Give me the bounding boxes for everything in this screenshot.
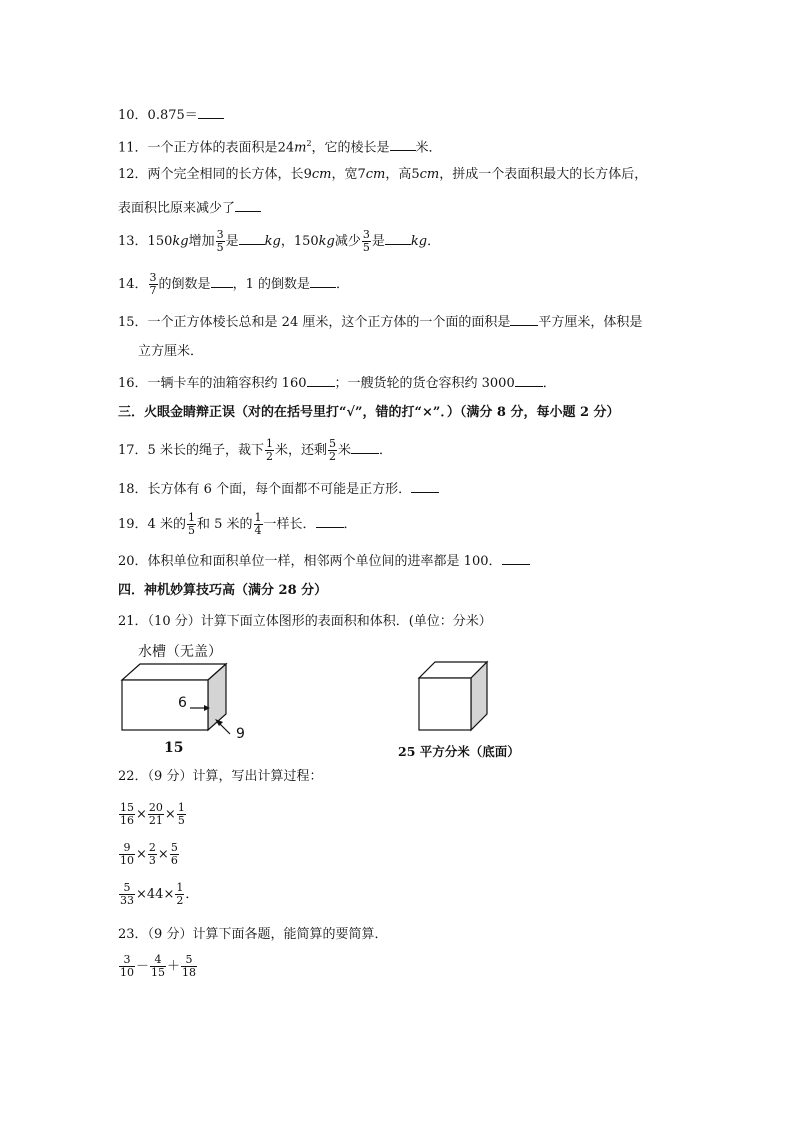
q23-expression-1 xyxy=(118,950,198,984)
section-3-heading: 三．火眼金睛辩正误（对的在括号里打“√”，错的打“×”．）（满分 8 分，每小题 2 分） xyxy=(118,405,620,420)
plus-sign: ＋ xyxy=(167,959,181,974)
whole-number: 44 xyxy=(146,887,164,902)
cube-figure xyxy=(415,660,495,732)
times-sign: × xyxy=(136,847,147,862)
question-23 xyxy=(118,925,387,945)
fraction xyxy=(150,954,166,979)
question-10 xyxy=(118,104,224,126)
q11-number: 11． xyxy=(118,140,148,156)
q16-text-c: ． xyxy=(542,376,556,391)
q22-text-a: （9 分）计算，写出计算过程： xyxy=(147,769,323,784)
fraction xyxy=(119,842,135,867)
fraction xyxy=(149,272,158,297)
fraction xyxy=(265,438,274,463)
answer-blank[interactable] xyxy=(211,273,233,288)
question-19 xyxy=(118,512,357,537)
q10-text: 0.875＝ xyxy=(147,108,198,123)
fraction-denominator: 2 xyxy=(265,450,273,463)
fraction-denominator: 5 xyxy=(187,524,195,537)
q14-text-c: ． xyxy=(335,277,349,292)
fraction xyxy=(328,438,337,463)
q22-number: 22． xyxy=(118,769,148,784)
q12-height: 5 xyxy=(411,167,420,182)
fraction-denominator: 5 xyxy=(216,241,224,254)
q16-number: 16． xyxy=(118,376,148,391)
q13-unit: kg xyxy=(318,234,335,249)
q13-text-b: 增加 xyxy=(188,234,215,249)
fraction-numerator: 5 xyxy=(185,953,193,966)
answer-blank[interactable] xyxy=(411,478,439,493)
q12-text-d: ，拼成一个表面积最大的长方体后， xyxy=(439,167,648,182)
section-4-heading: 四．神机妙算技巧高（满分 28 分） xyxy=(118,583,328,598)
q12-width: 7 xyxy=(357,167,366,182)
q21-number: 21． xyxy=(118,614,148,629)
q18-text-a: 长方体有 6 个面，每个面都不可能是正方形． xyxy=(147,482,412,497)
fraction-denominator: 21 xyxy=(148,814,163,827)
q13-unit: kg xyxy=(172,234,189,249)
question-15-line2 xyxy=(138,342,203,362)
q23-number: 23． xyxy=(118,927,148,942)
q17-text-c: 米 xyxy=(337,443,351,458)
question-17 xyxy=(118,438,392,463)
question-11 xyxy=(118,134,442,158)
fraction-denominator: 10 xyxy=(120,854,134,867)
question-14 xyxy=(118,272,349,297)
q11-unit: m xyxy=(294,140,307,156)
q12-length-unit: cm xyxy=(311,167,332,182)
fraction xyxy=(170,842,179,867)
q12-text-b: ，宽 xyxy=(331,167,358,182)
q20-number: 20． xyxy=(118,554,148,569)
q12-text-line2: 表面积比原来减少了 xyxy=(118,201,236,216)
fraction xyxy=(175,882,184,907)
q15-text-b: 平方厘米，体积是 xyxy=(538,315,643,330)
fraction xyxy=(254,512,263,537)
times-sign: × xyxy=(157,847,169,862)
question-18 xyxy=(118,478,439,500)
fraction-denominator: 5 xyxy=(177,814,185,827)
fraction-denominator: 4 xyxy=(254,524,262,537)
q16-text-b: ；一艘货轮的货仓容积约 3000 xyxy=(334,376,515,391)
q19-number: 19． xyxy=(118,517,148,532)
q13-value-a: 150 xyxy=(147,234,173,249)
q11-value: 24 xyxy=(277,140,295,156)
fraction-denominator: 3 xyxy=(148,854,156,867)
fraction-denominator: 2 xyxy=(328,450,336,463)
times-sign: × xyxy=(136,807,147,822)
q23-text-a: （9 分）计算下面各题，能简算的要简算． xyxy=(147,927,388,942)
q12-width-unit: cm xyxy=(365,167,386,182)
answer-blank[interactable] xyxy=(239,230,265,245)
q13-unit: kg xyxy=(410,234,428,249)
q11-text-a: 一个正方体的表面积是 xyxy=(147,140,278,156)
answer-blank[interactable] xyxy=(502,550,530,565)
fraction-numerator: 20 xyxy=(148,801,163,814)
fraction xyxy=(119,802,135,827)
answer-blank[interactable] xyxy=(307,372,335,387)
length-label: 15 xyxy=(164,740,184,756)
fraction-numerator: 4 xyxy=(154,953,162,966)
fraction-numerator: 15 xyxy=(120,801,134,814)
q13-text-d: ， xyxy=(280,234,294,249)
q14-text-b: ，1 的倒数是 xyxy=(232,277,310,292)
question-20 xyxy=(118,550,530,572)
question-16 xyxy=(118,372,556,394)
q13-number: 13． xyxy=(118,234,148,249)
answer-blank[interactable] xyxy=(510,311,538,326)
q15-text-a: 一个正方体棱长总和是 24 厘米，这个正方体的一个面的面积是 xyxy=(147,315,511,330)
q15-text-line2: 立方厘米． xyxy=(138,344,204,359)
q19-text-c: 一样长． xyxy=(263,517,316,532)
fraction-numerator: 1 xyxy=(265,437,273,450)
fraction-numerator: 5 xyxy=(328,437,336,450)
q19-text-a: 4 米的 xyxy=(147,517,186,532)
fraction xyxy=(362,229,371,254)
times-sign: × xyxy=(164,807,176,822)
fraction xyxy=(148,842,157,867)
period: ． xyxy=(185,887,199,902)
times-sign: × xyxy=(163,887,175,902)
fraction-denominator: 18 xyxy=(182,966,197,979)
q13-value-e: 150 xyxy=(293,234,319,249)
q14-number: 14． xyxy=(118,277,148,292)
question-13 xyxy=(118,229,440,254)
fraction-numerator: 1 xyxy=(176,881,184,894)
fraction-numerator: 1 xyxy=(254,511,262,524)
answer-blank[interactable] xyxy=(235,197,261,212)
fraction-numerator: 3 xyxy=(123,953,131,966)
fraction-numerator: 1 xyxy=(177,801,185,814)
answer-blank[interactable] xyxy=(390,136,416,151)
fraction-denominator: 33 xyxy=(120,894,134,907)
q17-text-a: 5 米长的绳子，裁下 xyxy=(147,443,264,458)
q22-expression-3 xyxy=(118,878,198,912)
q19-text-d: ． xyxy=(343,517,357,532)
q12-text-a: 两个完全相同的长方体，长 xyxy=(147,167,304,182)
q15-number: 15． xyxy=(118,315,148,330)
times-sign: × xyxy=(136,887,147,902)
q22-expression-2 xyxy=(118,838,180,872)
q21-text-a: （10 分）计算下面立体图形的表面积和体积．(单位：分米） xyxy=(147,614,492,629)
answer-blank[interactable] xyxy=(515,372,543,387)
q18-number: 18． xyxy=(118,482,148,497)
q17-number: 17． xyxy=(118,443,148,458)
cube-front-face xyxy=(419,678,471,730)
q19-text-b: 和 5 米的 xyxy=(196,517,253,532)
fraction-numerator: 3 xyxy=(216,228,224,241)
cube-caption: 25 平方分米（底面） xyxy=(398,744,520,759)
q17-text-b: 米，还剩 xyxy=(274,443,327,458)
answer-blank[interactable] xyxy=(316,513,344,528)
q11-exponent: 2 xyxy=(306,139,312,148)
depth-label: 9 xyxy=(236,726,245,742)
fraction xyxy=(216,229,225,254)
question-15 xyxy=(118,311,642,333)
fraction-denominator: 10 xyxy=(120,966,134,979)
fraction-numerator: 3 xyxy=(149,271,157,284)
fraction-denominator: 2 xyxy=(176,894,184,907)
fraction-denominator: 5 xyxy=(362,241,370,254)
answer-blank[interactable] xyxy=(198,104,224,119)
minus-sign: － xyxy=(136,959,150,974)
fraction-denominator: 6 xyxy=(170,854,178,867)
fraction-numerator: 5 xyxy=(123,881,131,894)
q20-text-a: 体积单位和面积单位一样，相邻两个单位间的进率都是 100． xyxy=(147,554,502,569)
q16-text-a: 一辆卡车的油箱容积约 160 xyxy=(147,376,307,391)
fraction xyxy=(187,512,196,537)
q12-text-c: ，高 xyxy=(385,167,412,182)
fraction xyxy=(119,882,135,907)
fraction xyxy=(181,954,197,979)
q11-text-c: 米． xyxy=(415,140,442,156)
q11-text-b: ，它的棱长是 xyxy=(311,140,390,156)
fraction xyxy=(148,802,164,827)
q22-expression-1 xyxy=(118,798,187,832)
fraction xyxy=(119,954,135,979)
fraction-denominator: 15 xyxy=(151,966,166,979)
fraction-numerator: 5 xyxy=(170,841,178,854)
q14-text-a: 的倒数是 xyxy=(158,277,211,292)
answer-blank[interactable] xyxy=(385,230,411,245)
q12-length: 9 xyxy=(303,167,312,182)
height-label: 6 xyxy=(178,695,187,711)
question-12 xyxy=(118,165,647,185)
question-21 xyxy=(118,612,492,632)
q12-height-unit: cm xyxy=(419,167,440,182)
fraction-denominator: 16 xyxy=(120,814,134,827)
question-22 xyxy=(118,767,322,787)
question-12-line2 xyxy=(118,197,261,219)
q13-text-c: 是 xyxy=(225,234,239,249)
fraction-numerator: 2 xyxy=(148,841,156,854)
q13-text-g: 是 xyxy=(371,234,385,249)
fraction-numerator: 1 xyxy=(187,511,195,524)
answer-blank[interactable] xyxy=(351,439,379,454)
q13-text-h: ． xyxy=(427,234,441,249)
q13-unit: kg xyxy=(264,234,281,249)
q13-text-f: 减少 xyxy=(334,234,361,249)
box-front-face xyxy=(122,680,208,730)
q12-number: 12． xyxy=(118,167,148,182)
sink-caption: 水槽（无盖） xyxy=(138,644,222,660)
q17-text-d: ． xyxy=(378,443,392,458)
fraction-denominator: 7 xyxy=(149,284,157,297)
q10-number: 10． xyxy=(118,108,148,123)
fraction xyxy=(177,802,186,827)
fraction-numerator: 9 xyxy=(123,841,131,854)
answer-blank[interactable] xyxy=(310,273,336,288)
fraction-numerator: 3 xyxy=(362,228,370,241)
